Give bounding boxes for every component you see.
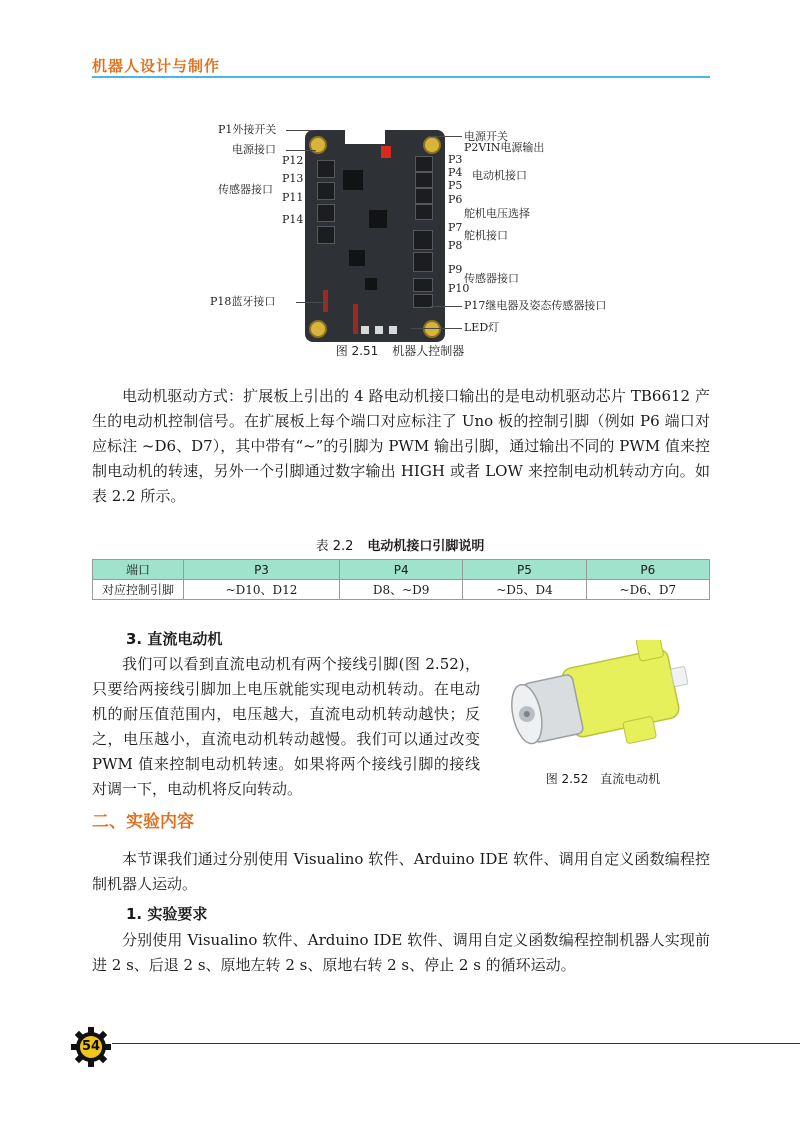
label-p9: P9 <box>448 263 463 276</box>
figure-251-caption <box>0 342 800 359</box>
controller-board-image <box>305 130 445 342</box>
board-notch <box>345 128 385 144</box>
leader-line <box>430 306 462 307</box>
label-sensor-port-2: 传感器接口 <box>464 272 519 285</box>
label-p8: P8 <box>448 239 463 252</box>
power-switch-part <box>381 146 391 158</box>
table-header-cell: P3 <box>184 560 340 580</box>
table-22-caption <box>0 535 800 554</box>
led-part <box>389 326 397 334</box>
table-header-cell: P5 <box>463 560 586 580</box>
header-p7 <box>413 230 433 250</box>
header-p13 <box>317 182 335 200</box>
chip <box>369 210 387 228</box>
header-p3 <box>415 156 433 172</box>
header-p4 <box>415 172 433 188</box>
figure-252-title: 直流电动机 <box>600 772 661 786</box>
table-header-cell: P6 <box>586 560 709 580</box>
label-p2-vin: P2VIN电源输出 <box>464 141 545 154</box>
p17-header-part <box>353 304 358 334</box>
leader-line <box>286 130 314 131</box>
table-row <box>93 580 710 600</box>
chip <box>349 250 365 266</box>
table-cell: ~D5、D4 <box>463 580 586 600</box>
label-p10: P10 <box>448 282 470 295</box>
table-22-title: 电动机接口引脚说明 <box>367 539 485 554</box>
subsection-requirements-text: 分别使用 Visualino 软件、Arduino IDE 软件、调用自定义函数编程控制机器人实现前进 2 s、后退 2 s、原地左转 2 s、原地右转 2 s、停止 2 s 的循环运动。 <box>92 931 710 974</box>
header-p5 <box>415 188 433 204</box>
section-experiment-title: 二、实验内容 <box>92 812 194 832</box>
table-header-row <box>93 560 710 580</box>
table-cell: ~D10、D12 <box>184 580 340 600</box>
mount-hole <box>423 136 441 154</box>
label-p12: P12 <box>282 154 304 167</box>
header-rule <box>92 76 710 78</box>
label-p14: P14 <box>282 213 304 226</box>
mount-hole <box>423 320 441 338</box>
header-p12 <box>317 160 335 178</box>
header-p9 <box>413 278 433 292</box>
header-p6 <box>415 204 433 220</box>
leader-line <box>296 302 326 303</box>
section-experiment-intro: 本节课我们通过分别使用 Visualino 软件、Arduino IDE 软件、调用自定义函数编程控制机器人运动。 <box>92 850 710 893</box>
table-22-number: 表 2.2 <box>315 539 354 554</box>
section-3-text: 我们可以看到直流电动机有两个接线引脚(图 2.52)，只要给两接线引脚加上电压就能实现电动机转动。在电动机的耐压值范围内，电压越大，直流电动机转动越快；反之，电压越小，直流电动机转动越慢。我们可以通过改变 PWM 值来控制电动机转速。如果将两个接线引脚的接线对调一下，电动机将反向转动。 <box>92 655 480 798</box>
label-servo-voltage-select: 舵机电压选择 <box>464 207 530 220</box>
figure-robot-controller <box>210 112 630 344</box>
led-part <box>361 326 369 334</box>
header-p14 <box>317 226 335 244</box>
leader-line <box>286 150 316 151</box>
footer-rule <box>112 1043 800 1044</box>
dc-motor-image <box>498 640 708 765</box>
table-cell: ~D6、D7 <box>586 580 709 600</box>
header-p11 <box>317 204 335 222</box>
subsection-requirements-title: 1. 实验要求 <box>126 905 208 923</box>
label-p5: P5 <box>448 179 463 192</box>
label-p1-switch: P1外接开关 <box>218 123 277 136</box>
figure-252-caption <box>498 770 708 787</box>
leader-line <box>430 136 462 137</box>
label-p7: P7 <box>448 221 463 234</box>
label-servo-port: 舵机接口 <box>464 229 508 242</box>
mount-hole <box>309 136 327 154</box>
mount-hole <box>309 320 327 338</box>
header-p8 <box>413 252 433 272</box>
paragraph-motor-drive: 电动机驱动方式：扩展板上引出的 4 路电动机接口输出的是电动机驱动芯片 TB6612 产生的电动机控制信号。在扩展板上每个端口对应标注了 Uno 板的控制引脚（例如 P6 端口对应标注 ~D6、D7），其中带有“~”的引脚为 PWM 输出引脚，通过输出不同的 PWM 值来控制电动机的转速，另外一个引脚通过数字输出 HIGH 或者 LOW 来控制电动机转动方向。如表 2.2 所示。 <box>92 387 710 505</box>
figure-251-number: 图 2.51 <box>335 344 379 358</box>
table-cell: 对应控制引脚 <box>93 580 184 600</box>
label-p3: P3 <box>448 153 463 166</box>
label-p6: P6 <box>448 193 463 206</box>
page-number: 54 <box>81 1039 101 1054</box>
leader-line <box>410 328 462 329</box>
running-header: 机器人设计与制作 <box>92 57 221 75</box>
label-p18-bluetooth: P18蓝牙接口 <box>210 295 276 308</box>
motor-pin-table <box>92 559 710 600</box>
table-cell: D8、~D9 <box>340 580 463 600</box>
label-p11: P11 <box>282 191 304 204</box>
table-header-cell: P4 <box>340 560 463 580</box>
table-header-cell: 端口 <box>93 560 184 580</box>
label-p17-relay: P17继电器及姿态传感器接口 <box>464 299 607 312</box>
label-p13: P13 <box>282 172 304 185</box>
label-p4: P4 <box>448 166 463 179</box>
label-power-port: 电源接口 <box>232 143 276 156</box>
chip <box>365 278 377 290</box>
label-sensor-port: 传感器接口 <box>218 183 273 196</box>
label-led: LED灯 <box>464 321 500 334</box>
figure-252-number: 图 2.52 <box>545 772 589 786</box>
label-power-switch: 电源开关 <box>464 130 508 143</box>
led-part <box>375 326 383 334</box>
label-motor-port: 电动机接口 <box>472 169 527 182</box>
bluetooth-header-part <box>323 290 328 312</box>
chip <box>343 170 363 190</box>
section-3-title: 3. 直流电动机 <box>126 630 223 648</box>
figure-251-title: 机器人控制器 <box>392 344 465 358</box>
